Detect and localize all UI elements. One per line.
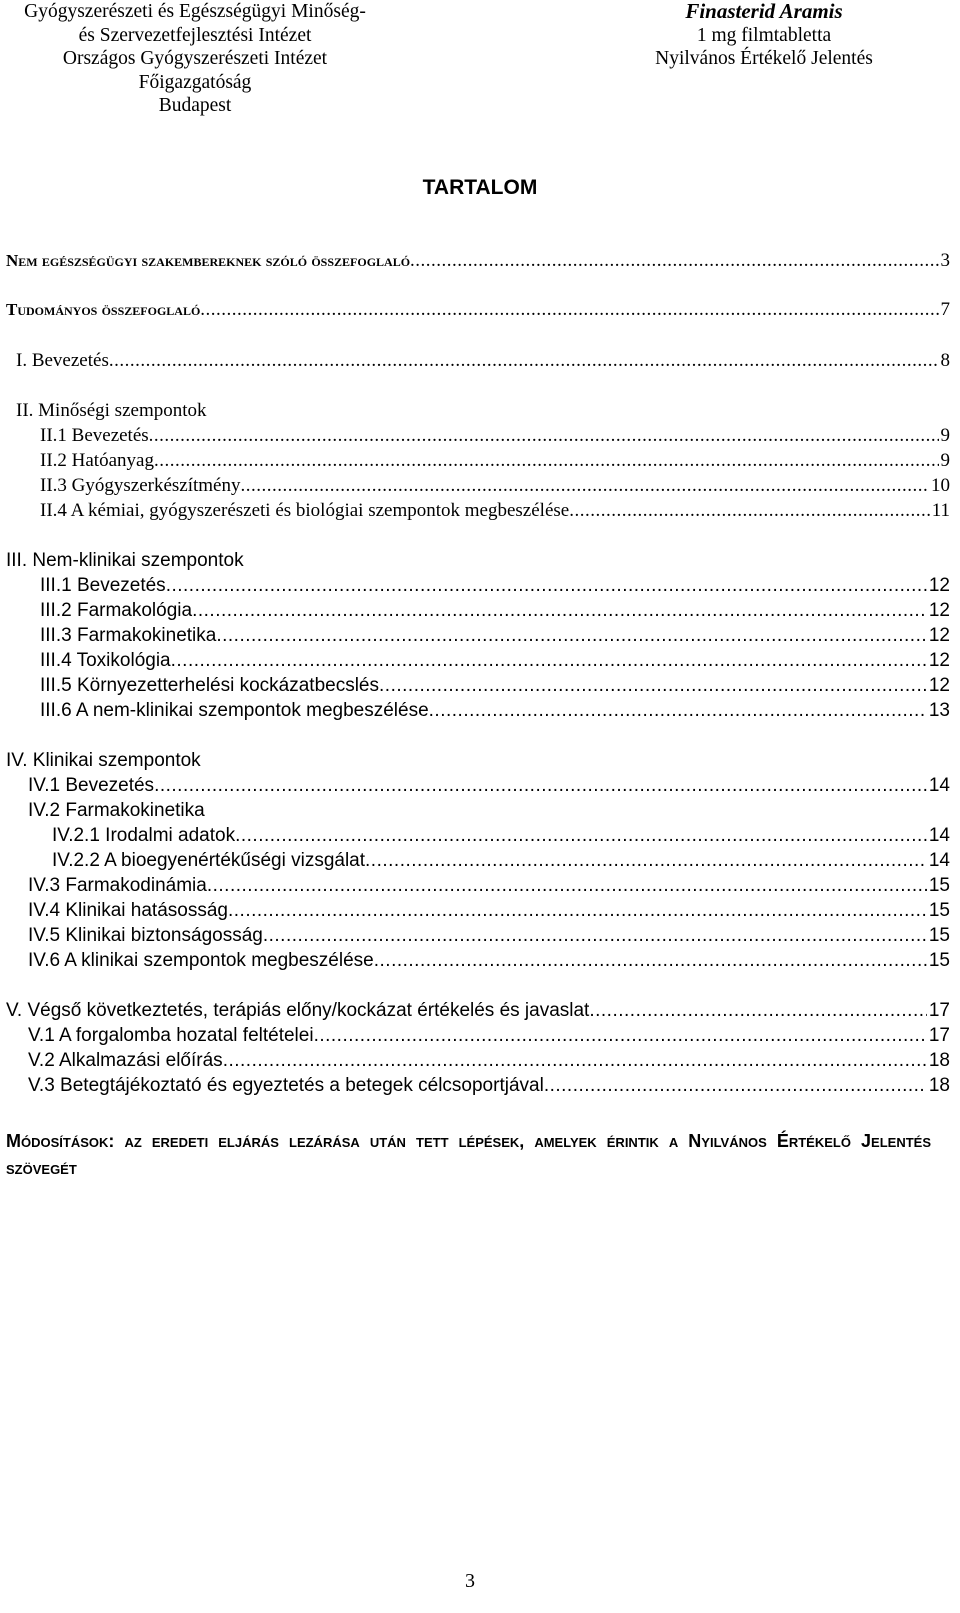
toc-entry-label: IV.2.2 A bioegyenértékűségi vizsgálat bbox=[52, 850, 366, 871]
toc-entry-page: 8 bbox=[940, 350, 950, 371]
toc-entry-label: IV.2.1 Irodalmi adatok bbox=[52, 825, 236, 846]
toc-entry-label: V.1 A forgalomba hozatal feltételei bbox=[28, 1025, 314, 1046]
toc-entry-ii-3[interactable] bbox=[40, 475, 950, 497]
toc-entry-page: 12 bbox=[928, 575, 950, 596]
toc-section-clinical[interactable]: IV. Klinikai szempontok bbox=[6, 750, 201, 771]
toc-entry-iii-3[interactable] bbox=[40, 625, 950, 647]
toc-entry-label: I. Bevezetés bbox=[16, 350, 109, 371]
toc-entry-page: 7 bbox=[940, 299, 950, 320]
toc-entry-page: 18 bbox=[928, 1075, 950, 1096]
toc-entry-ii-4[interactable] bbox=[40, 500, 950, 522]
toc-entry-iv-2-2[interactable] bbox=[52, 850, 950, 872]
toc-entry-page: 13 bbox=[928, 700, 950, 721]
toc-entry-v-2[interactable] bbox=[28, 1050, 950, 1072]
toc-entry-v-3[interactable] bbox=[28, 1075, 950, 1097]
toc-entry-iii-5[interactable] bbox=[40, 675, 950, 697]
toc-section-nonclinical[interactable]: III. Nem-klinikai szempontok bbox=[6, 550, 244, 571]
issuer-line-5: Budapest bbox=[158, 95, 232, 116]
toc-entry-page: 18 bbox=[928, 1050, 950, 1071]
toc-entry-conclusion[interactable] bbox=[6, 1000, 950, 1022]
toc-entry-label: III.2 Farmakológia bbox=[40, 600, 193, 621]
toc-entry-label: V.3 Betegtájékoztató és egyeztetés a betegek célcsoportjával bbox=[28, 1075, 544, 1096]
toc-entry-label: III.5 Környezetterhelési kockázatbecslés bbox=[40, 675, 380, 696]
toc-entry-label: II.1 Bevezetés bbox=[40, 425, 149, 446]
toc-entry-label: III.1 Bevezetés bbox=[40, 575, 166, 596]
toc-entry-iii-2[interactable] bbox=[40, 600, 950, 622]
toc-entry-iv-4[interactable] bbox=[28, 900, 950, 922]
toc-entry-label: IV.6 A klinikai szempontok megbeszélése bbox=[28, 950, 374, 971]
toc-entry-page: 14 bbox=[928, 850, 950, 871]
toc-entry-page: 12 bbox=[928, 600, 950, 621]
toc-entry-introduction[interactable] bbox=[16, 350, 950, 372]
toc-entry-page: 17 bbox=[928, 1000, 950, 1021]
toc-entry-label: IV.3 Farmakodinámia bbox=[28, 875, 207, 896]
toc-entry-label: V.2 Alkalmazási előírás bbox=[28, 1050, 223, 1071]
toc-subsection-iv-2[interactable]: IV.2 Farmakokinetika bbox=[28, 800, 205, 821]
toc-entry-page: 14 bbox=[928, 775, 950, 796]
toc-entry-ii-2[interactable] bbox=[40, 450, 950, 472]
toc-entry-label: Nem egészségügyi szakembereknek szóló összefoglaló bbox=[6, 251, 411, 270]
toc-entry-label: IV.1 Bevezetés bbox=[28, 775, 155, 796]
toc-entry-iv-2-1[interactable] bbox=[52, 825, 950, 847]
toc-entry-lay-summary[interactable] bbox=[6, 250, 950, 272]
toc-entry-label: II.4 A kémiai, gyógyszerészeti és biológiai szempontok megbeszélése bbox=[40, 500, 570, 521]
toc-entry-page: 11 bbox=[931, 500, 950, 521]
toc-entry-page: 9 bbox=[940, 450, 950, 471]
toc-entry-iii-1[interactable] bbox=[40, 575, 950, 597]
toc-entry-label: II.2 Hatóanyag bbox=[40, 450, 154, 471]
toc-entry-page: 12 bbox=[928, 650, 950, 671]
toc-entry-label: IV.5 Klinikai biztonságosság bbox=[28, 925, 263, 946]
toc-entry-label: IV.4 Klinikai hatásosság bbox=[28, 900, 228, 921]
toc-entry-page: 14 bbox=[928, 825, 950, 846]
toc-entry-page: 15 bbox=[928, 900, 950, 921]
toc-entry-scientific-summary[interactable] bbox=[6, 299, 950, 321]
toc-entry-page: 15 bbox=[928, 950, 950, 971]
toc-entry-page: 12 bbox=[928, 625, 950, 646]
product-name: Finasterid Aramis bbox=[685, 0, 843, 23]
toc-entry-label: Tudományos összefoglaló bbox=[6, 300, 201, 319]
toc-entry-iii-4[interactable] bbox=[40, 650, 950, 672]
toc-entry-label: III.4 Toxikológia bbox=[40, 650, 171, 671]
toc-entry-iv-3[interactable] bbox=[28, 875, 950, 897]
toc-section-quality[interactable]: II. Minőségi szempontok bbox=[16, 400, 207, 421]
toc-entry-page: 9 bbox=[940, 425, 950, 446]
page-title: TARTALOM bbox=[422, 176, 538, 199]
toc-entry-page: 12 bbox=[928, 675, 950, 696]
toc-entry-page: 10 bbox=[931, 475, 950, 496]
toc-entry-iv-1[interactable] bbox=[28, 775, 950, 797]
toc-entry-label: III.3 Farmakokinetika bbox=[40, 625, 217, 646]
product-header bbox=[568, 0, 960, 71]
issuer-line-2: és Szervezetfejlesztési Intézet bbox=[78, 24, 312, 46]
product-form: 1 mg filmtabletta bbox=[696, 24, 832, 46]
toc-entry-page: 3 bbox=[940, 250, 950, 271]
issuer-header bbox=[0, 0, 390, 118]
toc-entry-ii-1[interactable] bbox=[40, 425, 950, 447]
toc-entry-iv-5[interactable] bbox=[28, 925, 950, 947]
issuer-line-1: Gyógyszerészeti és Egészségügyi Minőség- bbox=[24, 1, 366, 22]
toc-entry-label: III.6 A nem-klinikai szempontok megbeszélése bbox=[40, 700, 429, 721]
issuer-line-4: Főigazgatóság bbox=[138, 71, 252, 93]
amendments-heading[interactable]: Módosítások: az eredeti eljárás lezárása után tett lépések, amelyek érintik a Nyilvános Értékelő Jelentés szövegét bbox=[6, 1131, 931, 1178]
document-type: Nyilvános Értékelő Jelentés bbox=[655, 48, 873, 69]
toc-entry-page: 17 bbox=[928, 1025, 950, 1046]
toc-entry-iii-6[interactable] bbox=[40, 700, 950, 722]
toc-entry-page: 15 bbox=[928, 875, 950, 896]
page-number: 3 bbox=[465, 1570, 475, 1592]
toc-entry-page: 15 bbox=[928, 925, 950, 946]
toc-entry-label: V. Végső következtetés, terápiás előny/kockázat értékelés és javaslat bbox=[6, 1000, 590, 1021]
toc-entry-v-1[interactable] bbox=[28, 1025, 950, 1047]
toc-entry-iv-6[interactable] bbox=[28, 950, 950, 972]
issuer-line-3: Országos Gyógyszerészeti Intézet bbox=[62, 48, 328, 69]
toc-entry-label: II.3 Gyógyszerkészítmény bbox=[40, 475, 241, 496]
